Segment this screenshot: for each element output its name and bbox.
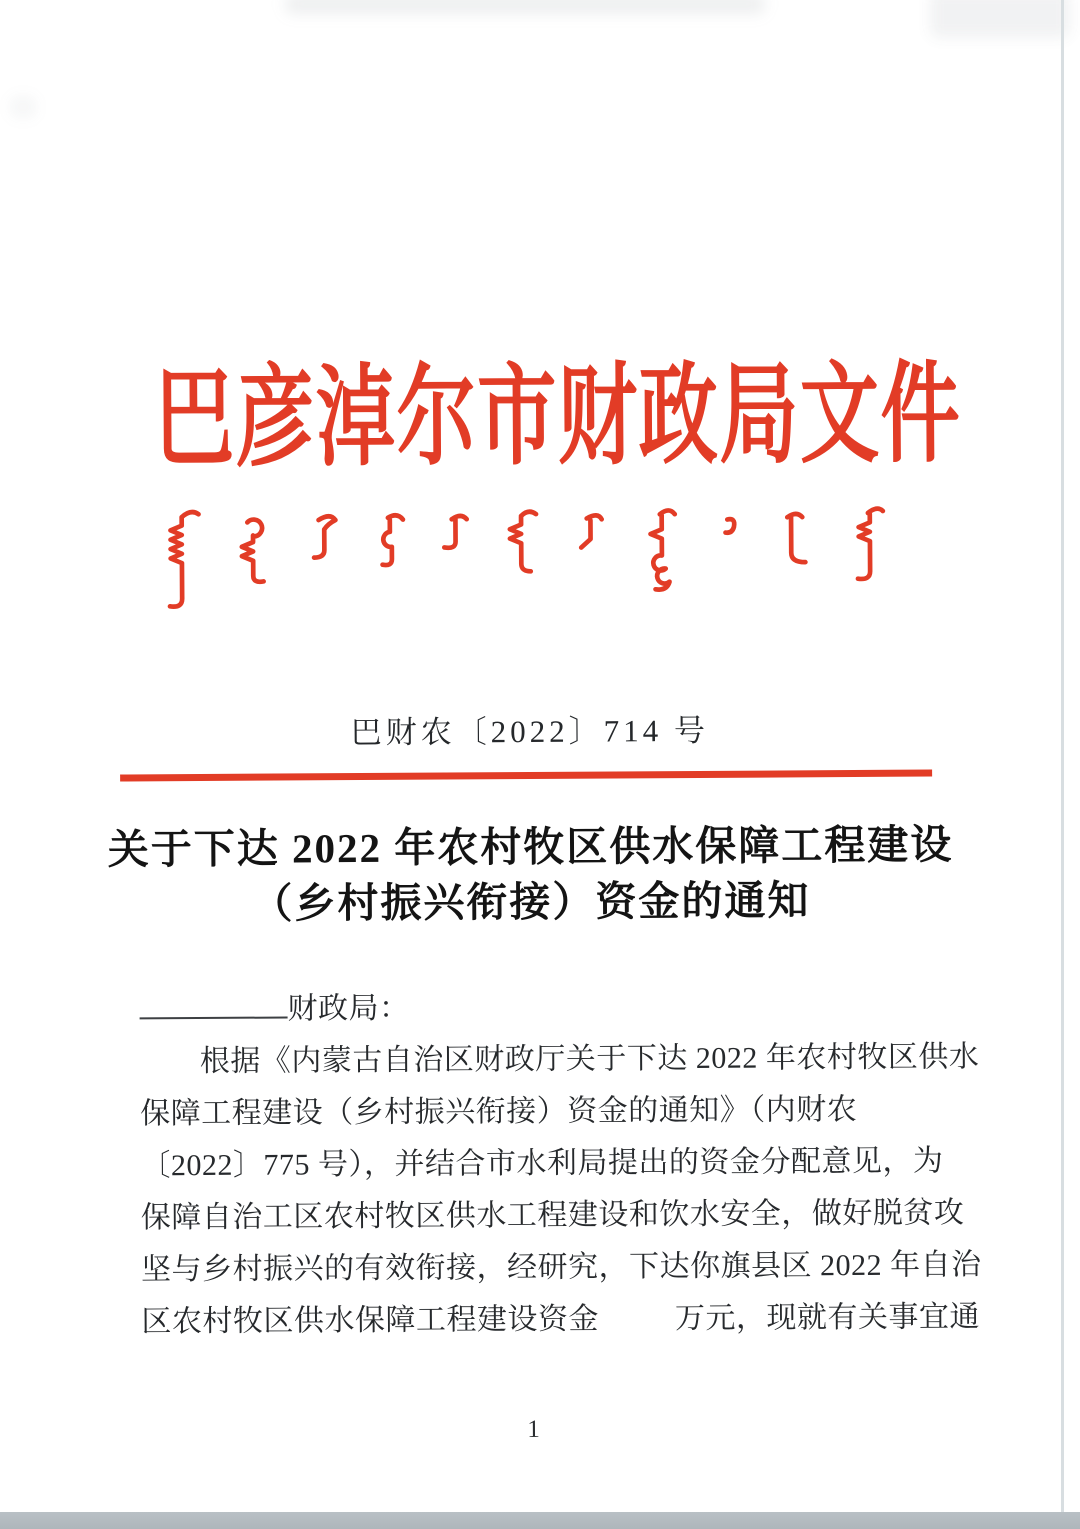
red-divider-rule <box>120 770 932 782</box>
page-right-edge <box>1061 0 1064 1513</box>
salutation-line <box>139 980 939 1037</box>
mongolian-script-graphic <box>153 498 904 625</box>
body-line-with-blank <box>141 1291 981 1348</box>
body-line: 保障自治工区农村牧区供水工程建设和饮水安全，做好脱贫攻 <box>140 1196 965 1235</box>
doc-title <box>0 817 1061 933</box>
body-line-post: 万元，现就有关事宜通 <box>674 1300 981 1336</box>
body-line-pre: 区农村牧区供水保障工程建设资金 <box>141 1302 600 1339</box>
org-title-text: 巴彦淖尔市财政局文件 <box>154 353 962 481</box>
doc-title-line-2: （乡村振兴衔接）资金的通知 <box>251 877 811 927</box>
doc-number: 巴财农〔2022〕714 号 <box>350 712 710 751</box>
doc-title-line-1: 关于下达 2022 年农村牧区供水保障工程建设 <box>107 821 954 873</box>
salutation-label: 财政局： <box>287 991 410 1026</box>
body-line: 保障工程建设（乡村振兴衔接）资金的通知》（内财农 <box>140 1093 858 1131</box>
body-line: 根据《内蒙古自治区财政厅关于下达 2022 年农村牧区供水 <box>199 1040 980 1079</box>
org-title <box>0 349 1059 518</box>
body-paragraph <box>139 980 982 1349</box>
desk-edge-strip <box>0 1512 1080 1529</box>
body-line: 坚与乡村振兴的有效衔接，经研究，下达你旗县区 2022 年自治 <box>141 1248 982 1287</box>
page-number: 1 <box>527 1415 541 1444</box>
body-line: 〔2022〕775 号），并结合市水利局提出的资金分配意见，为 <box>140 1144 944 1183</box>
recipient-blank-underline <box>139 986 287 1019</box>
